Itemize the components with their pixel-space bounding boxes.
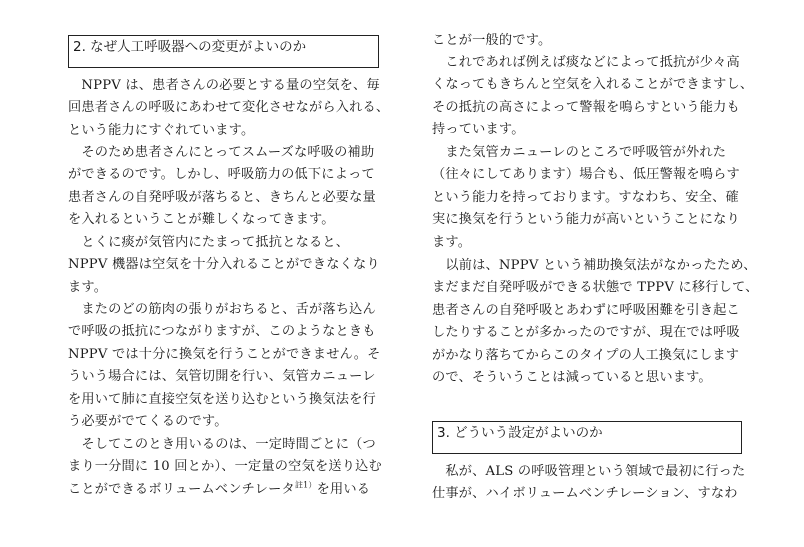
text-line: ういう場合には、気管切開を行い、気管カニューレ (68, 369, 376, 385)
text-line: とくに痰が気管内にたまって抵抗となると、 (68, 235, 350, 250)
text-line: 患者さんの自発呼吸が落ちると、きちんと必要な量 (68, 189, 376, 205)
paragraph (68, 299, 380, 433)
paragraph (68, 232, 380, 299)
text-line: したりすることが多かったのですが、現在では呼吸 (432, 325, 740, 341)
paragraph (68, 434, 380, 501)
text-line: 私が、ALS の呼吸管理という領域で最初に行った (432, 464, 746, 479)
text-line: ことが一般的です。 (432, 33, 552, 48)
text-segment: ことができるボリュームベンチレータ (68, 481, 295, 497)
text-line: ができるのです。しかし、呼吸筋力の低下によって (68, 167, 375, 183)
text-line: で呼吸の抵抗につながりますが、このようなときも (68, 324, 376, 340)
paragraph (432, 30, 744, 52)
text-line: 以前は、NPPV という補助換気法がなかったため、 (432, 258, 757, 273)
text-line: これであれば例えば痰などによって抵抗が少々高 (432, 55, 740, 70)
text-line: という能力を持っております。すなわち、安全、確 (432, 189, 739, 205)
text-line-with-footnote (68, 479, 380, 501)
text-line: またのどの筋肉の張りがおちると、舌が落ち込ん (68, 302, 376, 317)
text-line: （往々にしてあります）場合も、低圧警報を鳴らす (432, 167, 740, 183)
footnote-marker: 註1） (294, 480, 317, 490)
paragraph (432, 255, 759, 389)
text-line: その抵抗の高さによって警報を鳴らすという能力も (432, 99, 740, 115)
text-line: そのため患者さんにとってスムーズな呼吸の補助 (68, 145, 375, 160)
text-line: という能力にすぐれています。 (68, 122, 255, 138)
section-2-heading-text: 2. なぜ人工呼吸器への変更がよいのか (73, 39, 307, 55)
text-line: また気管カニューレのところで呼吸管が外れた (432, 145, 727, 160)
text-segment: を用いる (316, 481, 371, 497)
text-line: 実に換気を行うという能力が高いということになり (432, 212, 740, 228)
text-line: ます。 (432, 234, 472, 250)
text-line: ます。 (68, 279, 108, 295)
paragraph (432, 461, 744, 506)
text-line: 持っています。 (432, 122, 525, 138)
text-line: う必要がでてくるのです。 (68, 413, 228, 429)
text-line: くなってもきちんと空気を入れることができますし、 (432, 77, 754, 93)
text-line: を用いて肺に直接空気を送り込むという換気法を行 (68, 391, 376, 407)
section-3-heading (432, 421, 742, 454)
text-line: がかなり落ちてからこのタイプの人工換気にします (432, 347, 740, 363)
text-line: NPPV 機器は空気を十分入れることができなくなり (68, 257, 380, 273)
text-line: NPPV では十分に換気を行うことができません。そ (68, 346, 381, 362)
paragraph (432, 52, 754, 142)
section-2-heading (68, 35, 379, 68)
text-line: まり一分間に 10 回とか）、一定量の空気を送り込む (68, 459, 382, 475)
text-line: そしてこのとき用いるのは、一定時間ごとに（つ (68, 437, 376, 452)
text-line: ので、そういうことは減っていると思います。 (432, 369, 712, 385)
text-line: 仕事が、ハイボリュームベンチレーション、すなわ (432, 486, 738, 502)
text-line: まだまだ自発呼吸ができる状態で TPPV に移行して、 (432, 280, 759, 296)
paragraph (68, 75, 390, 142)
paragraph (432, 142, 744, 254)
text-line: 患者さんの自発呼吸とあわずに呼吸困難を引き起こ (432, 302, 740, 318)
text-line: 回患者さんの呼吸にあわせて変化させながら入れる、 (68, 100, 390, 116)
text-line: NPPV は、患者さんの必要とする量の空気を、毎 (68, 78, 380, 93)
text-line: を入れるということが難しくなってきます。 (68, 212, 335, 228)
paragraph (68, 142, 380, 232)
section-3-heading-text: 3. どういう設定がよいのか (437, 425, 603, 441)
